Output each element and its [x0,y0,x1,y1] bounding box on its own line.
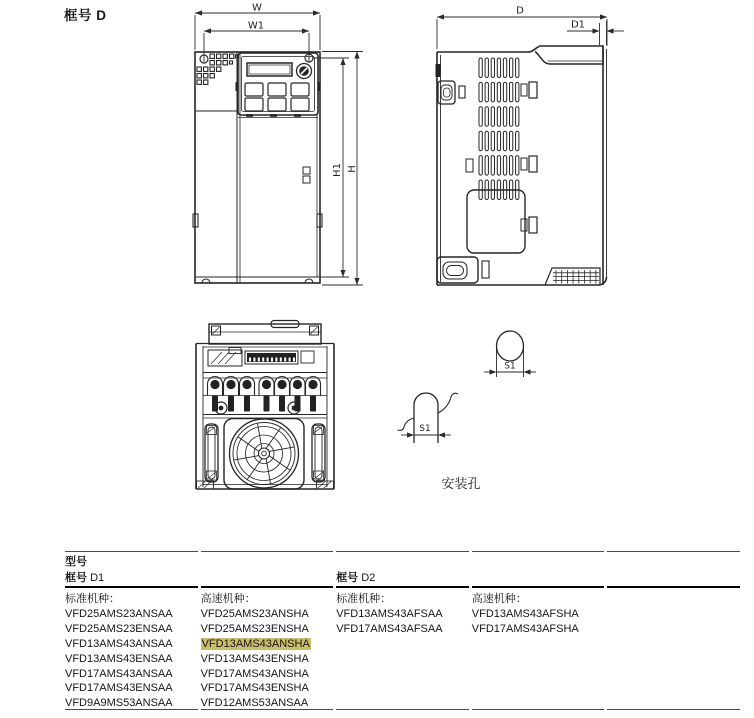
table-header-spacer-3 [607,551,740,588]
dim-label-d: D [516,5,524,17]
mounting-hole-caption: 安装孔 [441,477,481,492]
cooling-fan [224,419,304,490]
table-header-spacer-2 [472,551,605,588]
column-empty [607,588,740,710]
side-view-dimensions [437,6,624,50]
column-d2-highspeed [472,588,605,710]
mounting-hole-top [497,331,524,361]
side-view-drawing [436,46,607,285]
model-number: VFD17AMS43AFSHA [471,622,579,635]
keypad-buttons [245,83,309,111]
front-view-dimensions [195,3,363,286]
dim-label-h: H [347,165,358,173]
bottom-view-drawing [196,321,334,490]
dim-label-d1: D1 [570,19,586,31]
keypad [236,53,321,118]
table-header-spacer-1 [201,551,334,588]
side-rails [205,424,325,482]
model-number: VFD25AMS23ANSHA [200,607,309,620]
dim-label-h1: H1 [332,163,343,177]
model-number: VFD17AMS43ANSHA [200,667,309,680]
page-title: 框号 D [64,8,107,23]
series-label: 高速机种： [200,593,256,605]
column-d1-standard [65,588,198,710]
bottom-grille [545,268,600,285]
model-number: VFD13AMS43ENSAA [65,652,173,665]
model-number [201,637,334,652]
model-number: VFD13AMS43AFSHA [471,607,579,620]
model-number: VFD13AMS43AFSAA [336,607,443,620]
model-number: VFD9A9MS53ANSAA [65,697,173,710]
series-label: 标准机种： [336,593,392,605]
dim-label-w1: W1 [247,20,265,32]
model-number: VFD25AMS23ANSAA [65,607,173,620]
dim-label-s1-top: S1 [504,361,516,372]
frame-d2-header: 框号 D2 [336,572,376,584]
column-d2-standard [336,588,469,710]
mounting-hole-detail [398,331,537,443]
model-number: VFD17AMS43ENSAA [65,682,173,695]
column-d1-highspeed [201,588,334,710]
highlighted-model: VFD13AMS43ANSHA [201,637,310,650]
table-header-d1 [65,551,198,588]
model-number: VFD17AMS43ANSAA [65,667,173,680]
mounting-slot-bottom [414,393,438,405]
dim-label-w: W [252,2,262,14]
model-table [65,551,740,710]
model-header: 型号 [65,556,87,568]
model-number: VFD13AMS43ENSHA [200,652,309,665]
frame-d1-header: 框号 D1 [65,572,105,584]
front-view-drawing [193,52,322,283]
model-number: VFD12AMS53ANSAA [200,697,309,710]
model-number: VFD17AMS43ENSHA [200,682,309,695]
dim-label-s1-bottom: S1 [419,424,431,434]
table-header-d2 [336,551,469,588]
model-number: VFD13AMS43ANSAA [65,637,173,650]
model-number: VFD25AMS23ENSAA [65,622,173,635]
model-number: VFD17AMS43AFSAA [336,622,443,635]
series-label: 标准机种： [65,593,120,605]
model-number: VFD25AMS23ENSHA [200,622,309,635]
series-label: 高速机种： [471,593,527,605]
